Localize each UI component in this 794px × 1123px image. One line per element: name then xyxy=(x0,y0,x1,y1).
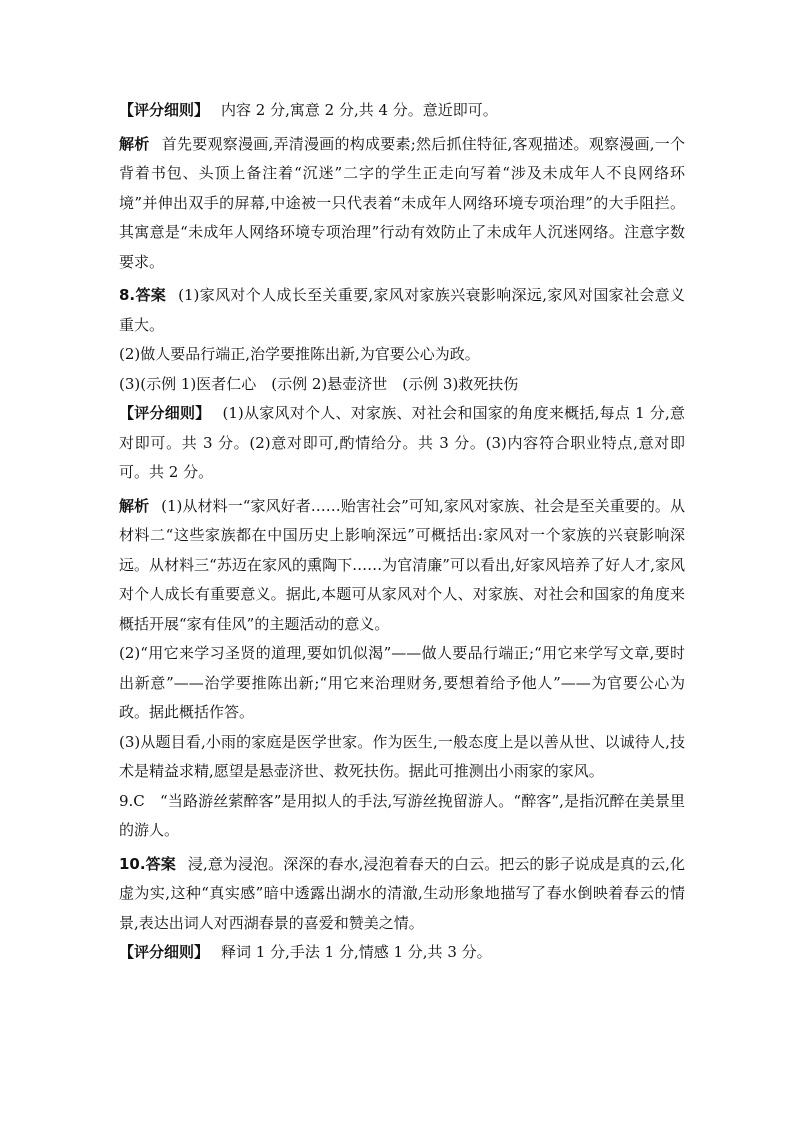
analysis-paragraph xyxy=(119,130,685,278)
analysis-8-text: (1)从材料一“家风好者……贻害社会”可知,家风对家族、社会是至关重要的。从材料二“这些家族都在中国历史上影响深远”可概括出:家风对一个家族的兴衰影响深远。从材料三“苏迈在家风的熏陶下……为官清廉”可以看出,好家风培养了好人才,家风对个人成长有重要意义。据此,本题可从家风对个人、对家族、对社会和国家的角度来概括开展“家有佳风”的主题活动的意义。 xyxy=(119,496,685,633)
answer-8-part-2 xyxy=(119,340,685,370)
scoring-rules-text: 内容 2 分,寓意 2 分,共 4 分。意近即可。 xyxy=(221,101,498,119)
analysis-8-part-2-text: (2)“用它来学习圣贤的道理,要如饥似渴”——做人要品行端正;“用它来学写文章,要时出新意”——治学要推陈出新;“用它来治理财务,要想着给予他人”——为官要公心为政。据此概括作答。 xyxy=(119,644,685,721)
analysis-8-part-3-text: (3)从题目看,小雨的家庭是医学世家。作为医生,一般态度上是以善从世、以诚待人,技术是精益求精,愿望是悬壶济世、救死扶伤。据此可推测出小雨家的家风。 xyxy=(119,732,685,780)
answer-10-paragraph xyxy=(119,850,685,939)
scoring-rules-10-text: 释词 1 分,手法 1 分,情感 1 分,共 3 分。 xyxy=(221,943,492,961)
analysis-text: 首先要观察漫画,弄清漫画的构成要素;然后抓住特征,客观描述。观察漫画,一个背着书包、头顶上备注着“沉迷”二字的学生正走向写着“涉及未成年人不良网络环境”并伸出双手的屏幕,中途被一只代表着“未成年人网络环境专项治理”的大手阻拦。其寓意是“未成年人网络环境专项治理”行动有效防止了未成年人沉迷网络。注意字数要求。 xyxy=(119,134,685,271)
answer-9-paragraph xyxy=(119,787,685,846)
answer-8-label: 8.答案 xyxy=(119,286,167,304)
analysis-8-part-3 xyxy=(119,728,685,787)
scoring-rules-paragraph xyxy=(119,96,685,126)
scoring-rules-label: 【评分细则】 xyxy=(119,101,210,119)
analysis-8-paragraph xyxy=(119,492,685,640)
answer-8-part-3 xyxy=(119,370,685,400)
answer-8-part-2-text: (2)做人要品行端正,治学要推陈出新,为官要公心为政。 xyxy=(119,345,480,363)
scoring-rules-10-label: 【评分细则】 xyxy=(119,943,210,961)
scoring-rules-8-label: 【评分细则】 xyxy=(119,404,211,422)
answer-10-label: 10.答案 xyxy=(119,854,176,873)
answer-10-text: 浸,意为浸泡。深深的春水,浸泡着春天的白云。把云的影子说成是真的云,化虚为实,这种“真实感”暗中透露出湖水的清澈,生动形象地描写了春水倒映着春云的情景,表达出词人对西湖春景的喜爱和赞美之情。 xyxy=(119,854,685,932)
analysis-label: 解析 xyxy=(119,134,150,153)
analysis-8-part-2 xyxy=(119,639,685,728)
answer-9-text: 9.C “当路游丝萦醉客”是用拟人的手法,写游丝挽留游人。“醉客”,是指沉醉在美景里的游人。 xyxy=(119,791,685,839)
answer-8-paragraph xyxy=(119,281,685,340)
analysis-8-label: 解析 xyxy=(119,496,150,515)
scoring-rules-10-paragraph xyxy=(119,938,685,968)
scoring-rules-8-paragraph xyxy=(119,399,685,488)
answer-8-part-3-text: (3)(示例 1)医者仁心 (示例 2)悬壶济世 (示例 3)救死扶伤 xyxy=(119,374,519,393)
answer-8-text: (1)家风对个人成长至关重要,家风对家族兴衰影响深远,家风对国家社会意义重大。 xyxy=(119,286,686,334)
scoring-rules-8-text: (1)从家风对个人、对家族、对社会和国家的角度来概括,每点 1 分,意对即可。共 3 分。(2)意对即可,酌情给分。共 3 分。(3)内容符合职业特点,意对即可。共 2 分。 xyxy=(119,404,685,481)
document-page xyxy=(119,96,685,968)
